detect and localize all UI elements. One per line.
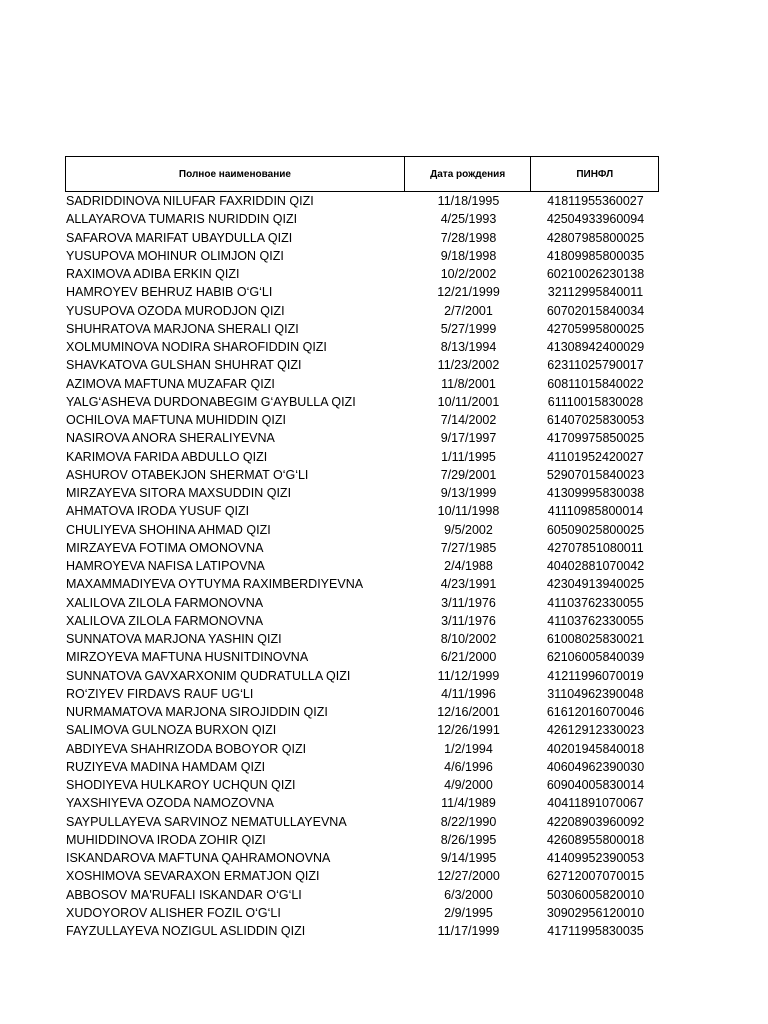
cell-full-name: YALG‘ASHEVA DURDONABEGIM G‘AYBULLA QIZI — [66, 394, 356, 409]
cell-birth-date: 8/26/1995 — [440, 832, 497, 847]
cell-full-name: HAMROYEVA NAFISA LATIPOVNA — [66, 559, 265, 574]
cell-pinfl: 60904005830014 — [546, 778, 645, 793]
cell-pinfl: 40402881070042 — [546, 559, 645, 574]
cell-full-name: MIRZAYEVA SITORA MAXSUDDIN QIZI — [66, 486, 292, 501]
cell-full-name: XALILOVA ZILOLA FARMONOVNA — [66, 595, 264, 610]
cell-birth-date: 9/14/1995 — [440, 851, 497, 866]
cell-birth-date: 7/28/1998 — [440, 230, 497, 245]
cell-pinfl: 31104962390048 — [547, 686, 644, 701]
cell-full-name: NASIROVA ANORA SHERALIYEVNA — [66, 431, 275, 446]
cell-full-name: YAXSHIYEVA OZODA NAMOZOVNA — [66, 796, 274, 811]
table-row — [65, 667, 659, 685]
cell-birth-date: 9/5/2002 — [444, 522, 493, 537]
cell-birth-date: 9/18/1998 — [440, 248, 497, 263]
cell-pinfl: 41811955360027 — [547, 194, 644, 209]
cell-pinfl: 60702015840034 — [546, 303, 645, 318]
cell-pinfl: 32112995840011 — [547, 285, 644, 300]
cell-full-name: ASHUROV OTABEKJON SHERMAT O‘G‘LI — [66, 467, 309, 482]
table-row — [65, 831, 659, 849]
cell-pinfl: 42707851080011 — [547, 540, 644, 555]
cell-birth-date: 12/16/2001 — [437, 705, 500, 720]
table-row — [65, 886, 659, 904]
cell-full-name: SAYPULLAYEVA SARVINOZ NEMATULLAYEVNA — [66, 814, 347, 829]
cell-pinfl: 41101952420027 — [547, 449, 644, 464]
cell-full-name: ABBOSOV MA'RUFALI ISKANDAR O‘G‘LI — [66, 887, 302, 902]
cell-birth-date: 2/4/1988 — [444, 559, 493, 574]
cell-birth-date: 3/11/1976 — [441, 595, 496, 610]
cell-birth-date: 4/11/1996 — [441, 686, 496, 701]
cell-full-name: SAFAROVA MARIFAT UBAYDULLA QIZI — [66, 230, 293, 245]
cell-birth-date: 10/11/1998 — [437, 504, 500, 519]
header-birth-date: Дата рождения — [405, 157, 532, 191]
cell-birth-date: 6/21/2000 — [440, 650, 497, 665]
cell-birth-date: 6/3/2000 — [444, 887, 493, 902]
cell-birth-date: 11/18/1995 — [437, 194, 500, 209]
cell-pinfl: 41110985800014 — [547, 504, 644, 519]
cell-birth-date: 12/27/2000 — [437, 869, 500, 884]
cell-pinfl: 41103762330055 — [547, 595, 644, 610]
cell-full-name: XOSHIMOVA SEVARAXON ERMATJON QIZI — [66, 869, 320, 884]
cell-pinfl: 42807985800025 — [546, 230, 645, 245]
cell-birth-date: 9/17/1997 — [440, 431, 497, 446]
cell-birth-date: 4/6/1996 — [444, 759, 493, 774]
cell-full-name: YUSUPOVA OZODA MURODJON QIZI — [66, 303, 285, 318]
cell-full-name: HAMROYEV BEHRUZ HABIB O‘G‘LI — [66, 285, 273, 300]
cell-birth-date: 7/27/1985 — [440, 540, 497, 555]
cell-full-name: AZIMOVA MAFTUNA MUZAFAR QIZI — [66, 376, 275, 391]
cell-full-name: SADRIDDINOVA NILUFAR FAXRIDDIN QIZI — [66, 194, 314, 209]
cell-full-name: MIRZAYEVA FOTIMA OMONOVNA — [66, 540, 264, 555]
cell-pinfl: 61612016070046 — [546, 705, 645, 720]
cell-full-name: MIRZOYEVA MAFTUNA HUSNITDINOVNA — [66, 650, 309, 665]
cell-full-name: OCHILOVA MAFTUNA MUHIDDIN QIZI — [66, 413, 286, 428]
table-row — [65, 192, 659, 210]
header-full-name: Полное наименование — [66, 157, 405, 191]
table-row — [65, 539, 659, 557]
cell-birth-date: 7/14/2002 — [440, 413, 497, 428]
cell-full-name: SUNNATOVA MARJONA YASHIN QIZI — [66, 632, 282, 647]
cell-full-name: SHODIYEVA HULKAROY UCHQUN QIZI — [66, 778, 296, 793]
cell-birth-date: 8/13/1994 — [440, 340, 497, 355]
cell-pinfl: 40411891070067 — [547, 796, 644, 811]
cell-birth-date: 8/22/1990 — [440, 814, 497, 829]
cell-pinfl: 42705995800025 — [546, 321, 645, 336]
cell-pinfl: 60811015840022 — [547, 376, 644, 391]
cell-birth-date: 4/25/1993 — [440, 212, 497, 227]
table-row — [65, 320, 659, 338]
table-row — [65, 210, 659, 228]
table-row — [65, 849, 659, 867]
table-body — [65, 192, 659, 940]
cell-full-name: MAXAMMADIYEVA OYTUYMA RAXIMBERDIYEVNA — [66, 577, 364, 592]
cell-full-name: XUDOYOROV ALISHER FOZIL O‘G‘LI — [66, 905, 281, 920]
cell-pinfl: 42504933960094 — [546, 212, 645, 227]
table-row — [65, 448, 659, 466]
cell-pinfl: 41308942400029 — [546, 340, 645, 355]
cell-birth-date: 4/23/1991 — [440, 577, 497, 592]
table-row — [65, 685, 659, 703]
cell-full-name: RUZIYEVA MADINA HAMDAM QIZI — [66, 759, 266, 774]
table-row — [65, 466, 659, 484]
cell-pinfl: 62712007070015 — [546, 869, 645, 884]
cell-full-name: MUHIDDINOVA IRODA ZOHIR QIZI — [66, 832, 266, 847]
header-pinfl: ПИНФЛ — [576, 168, 614, 180]
cell-full-name: YUSUPOVA MOHINUR OLIMJON QIZI — [66, 248, 284, 263]
table-row — [65, 502, 659, 520]
cell-full-name: SHAVKATOVA GULSHAN SHUHRAT QIZI — [66, 358, 302, 373]
table-row — [65, 904, 659, 922]
table-row — [65, 794, 659, 812]
cell-full-name: ALLAYAROVA TUMARIS NURIDDIN QIZI — [66, 212, 298, 227]
cell-birth-date: 11/12/1999 — [437, 668, 500, 683]
cell-birth-date: 1/11/1995 — [441, 449, 496, 464]
document-table — [65, 156, 659, 940]
cell-pinfl: 41809985800035 — [546, 248, 645, 263]
cell-pinfl: 41409952390053 — [546, 851, 645, 866]
cell-pinfl: 42208903960092 — [546, 814, 645, 829]
table-row — [65, 813, 659, 831]
cell-full-name: NURMAMATOVA MARJONA SIROJIDDIN QIZI — [66, 705, 328, 720]
cell-birth-date: 11/23/2002 — [437, 358, 500, 373]
cell-full-name: RAXIMOVA ADIBA ERKIN QIZI — [66, 267, 240, 282]
table-row — [65, 393, 659, 411]
cell-pinfl: 40604962390030 — [546, 759, 645, 774]
cell-pinfl: 41103762330055 — [547, 613, 644, 628]
cell-full-name: XOLMUMINOVA NODIRA SHAROFIDDIN QIZI — [66, 340, 327, 355]
cell-pinfl: 42612912330023 — [546, 723, 645, 738]
cell-birth-date: 10/11/2001 — [437, 394, 500, 409]
table-row — [65, 229, 659, 247]
cell-full-name: KARIMOVA FARIDA ABDULLO QIZI — [66, 449, 268, 464]
cell-pinfl: 41709975850025 — [546, 431, 645, 446]
table-row — [65, 721, 659, 739]
cell-pinfl: 62106005840039 — [546, 650, 645, 665]
cell-birth-date: 11/8/2001 — [441, 376, 496, 391]
cell-pinfl: 41711995830035 — [547, 924, 644, 939]
cell-pinfl: 60210026230138 — [546, 267, 645, 282]
cell-pinfl: 60509025800025 — [546, 522, 645, 537]
table-row — [65, 758, 659, 776]
cell-full-name: XALILOVA ZILOLA FARMONOVNA — [66, 613, 264, 628]
table-row — [65, 557, 659, 575]
table-header — [65, 156, 659, 192]
cell-full-name: CHULIYEVA SHOHINA AHMAD QIZI — [66, 522, 271, 537]
table-row — [65, 356, 659, 374]
cell-pinfl: 61407025830053 — [546, 413, 645, 428]
cell-birth-date: 9/13/1999 — [440, 486, 497, 501]
cell-pinfl: 42304913940025 — [546, 577, 645, 592]
table-row — [65, 703, 659, 721]
cell-full-name: FAYZULLAYEVA NOZIGUL ASLIDDIN QIZI — [66, 924, 306, 939]
cell-pinfl: 41211996070019 — [547, 668, 644, 683]
cell-birth-date: 3/11/1976 — [441, 613, 496, 628]
cell-birth-date: 12/21/1999 — [437, 285, 500, 300]
table-row — [65, 429, 659, 447]
table-row — [65, 575, 659, 593]
cell-pinfl: 61008025830021 — [546, 632, 645, 647]
cell-full-name: ISKANDAROVA MAFTUNA QAHRAMONOVNA — [66, 851, 331, 866]
table-row — [65, 265, 659, 283]
cell-full-name: SALIMOVA GULNOZA BURXON QIZI — [66, 723, 277, 738]
cell-birth-date: 4/9/2000 — [444, 778, 493, 793]
cell-birth-date: 2/9/1995 — [444, 905, 493, 920]
table-row — [65, 740, 659, 758]
cell-pinfl: 40201945840018 — [546, 741, 645, 756]
cell-full-name: RO‘ZIYEV FIRDAVS RAUF UG‘LI — [66, 686, 254, 701]
cell-pinfl: 50306005820010 — [546, 887, 645, 902]
table-row — [65, 375, 659, 393]
table-row — [65, 302, 659, 320]
cell-full-name: AHMATOVA IRODA YUSUF QIZI — [66, 504, 250, 519]
table-row — [65, 648, 659, 666]
table-row — [65, 922, 659, 940]
cell-pinfl: 62311025790017 — [547, 358, 644, 373]
table-row — [65, 776, 659, 794]
cell-birth-date: 11/4/1989 — [441, 796, 496, 811]
table-row — [65, 247, 659, 265]
table-row — [65, 867, 659, 885]
table-row — [65, 338, 659, 356]
cell-birth-date: 2/7/2001 — [444, 303, 493, 318]
cell-birth-date: 7/29/2001 — [440, 467, 497, 482]
cell-pinfl: 41309995830038 — [546, 486, 645, 501]
cell-pinfl: 61110015830028 — [547, 394, 644, 409]
table-row — [65, 594, 659, 612]
table-row — [65, 283, 659, 301]
table-row — [65, 612, 659, 630]
cell-pinfl: 42608955800018 — [546, 832, 645, 847]
cell-pinfl: 30902956120010 — [546, 905, 645, 920]
table-row — [65, 484, 659, 502]
cell-birth-date: 10/2/2002 — [440, 267, 497, 282]
cell-birth-date: 11/17/1999 — [437, 924, 500, 939]
cell-pinfl: 52907015840023 — [546, 467, 645, 482]
cell-birth-date: 5/27/1999 — [440, 321, 497, 336]
cell-birth-date: 8/10/2002 — [440, 632, 497, 647]
table-row — [65, 411, 659, 429]
table-row — [65, 630, 659, 648]
cell-full-name: SHUHRATOVA MARJONA SHERALI QIZI — [66, 321, 299, 336]
cell-birth-date: 12/26/1991 — [437, 723, 500, 738]
cell-full-name: SUNNATOVA GAVXARXONIM QUDRATULLA QIZI — [66, 668, 351, 683]
table-row — [65, 521, 659, 539]
cell-full-name: ABDIYEVA SHAHRIZODA BOBOYOR QIZI — [66, 741, 307, 756]
cell-birth-date: 1/2/1994 — [444, 741, 493, 756]
